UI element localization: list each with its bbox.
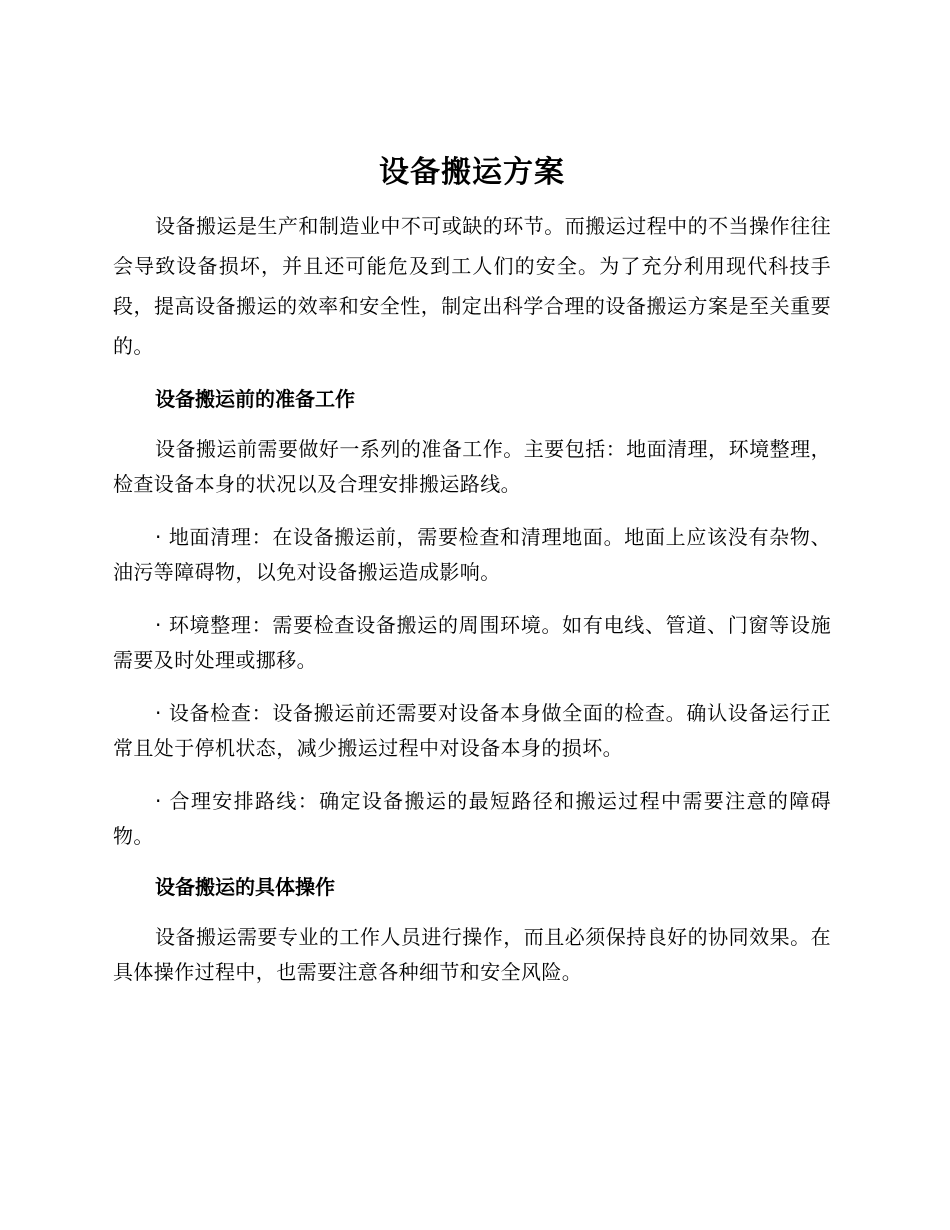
document-title: 设备搬运方案 [379, 155, 565, 190]
bullet-environment-arrangement: · 环境整理：需要检查设备搬运的周围环境。如有电线、管道、门窗等设施需要及时处理或挪移。 [113, 613, 831, 672]
preparation-paragraph: 设备搬运前需要做好一系列的准备工作。主要包括：地面清理，环境整理，检查设备本身的状况以及合理安排搬运路线。 [113, 437, 831, 496]
document-page [113, 150, 831, 990]
intro-paragraph: 设备搬运是生产和制造业中不可或缺的环节。而搬运过程中的不当操作往往会导致设备损坏，并且还可能危及到工人们的安全。为了充分利用现代科技手段，提高设备搬运的效率和安全性，制定出科学合理的设备搬运方案是至关重要的。 [113, 214, 831, 358]
section-heading-operation: 设备搬运的具体操作 [155, 875, 335, 899]
operation-paragraph: 设备搬运需要专业的工作人员进行操作，而且必须保持良好的协同效果。在具体操作过程中，也需要注意各种细节和安全风险。 [113, 925, 831, 984]
bullet-route-planning: · 合理安排路线：确定设备搬运的最短路径和搬运过程中需要注意的障碍物。 [113, 789, 831, 848]
bullet-equipment-inspection: · 设备检查：设备搬运前还需要对设备本身做全面的检查。确认设备运行正常且处于停机状态，减少搬运过程中对设备本身的损坏。 [113, 701, 831, 760]
bullet-ground-cleaning: · 地面清理：在设备搬运前，需要检查和清理地面。地面上应该没有杂物、油污等障碍物，以免对设备搬运造成影响。 [113, 525, 831, 584]
section-heading-preparation: 设备搬运前的准备工作 [155, 387, 355, 411]
